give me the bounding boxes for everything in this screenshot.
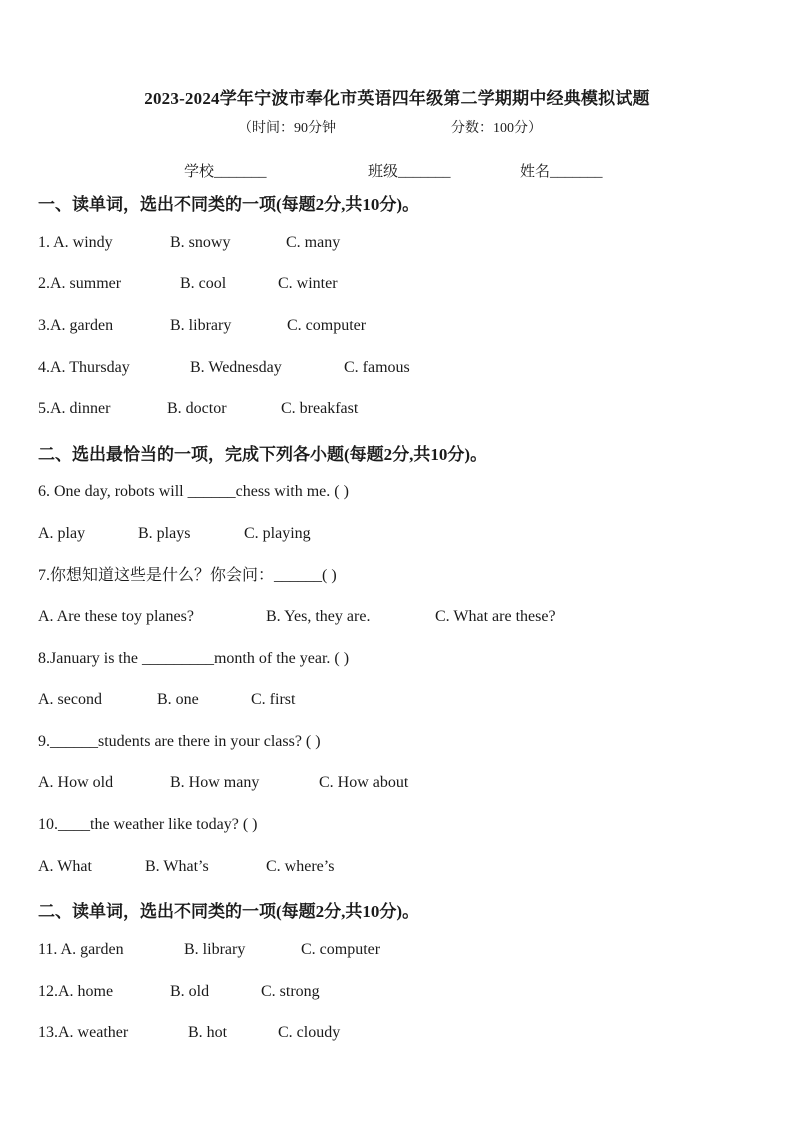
option-c[interactable]: C. How about bbox=[319, 774, 409, 791]
question-7-stem: 7.你想知道这些是什么？你会问：______( ) bbox=[38, 567, 337, 584]
exam-title: 2023-2024学年宁波市奉化市英语四年级第二学期期中经典模拟试题 bbox=[144, 89, 650, 108]
option-c[interactable]: C. computer bbox=[287, 317, 367, 334]
option-a[interactable]: 11. A. garden bbox=[38, 941, 124, 958]
option-b[interactable]: B. library bbox=[170, 317, 232, 334]
option-b[interactable]: B. What’s bbox=[145, 858, 209, 875]
option-a[interactable]: A. play bbox=[38, 525, 86, 542]
class-field[interactable]: 班级_______ bbox=[368, 164, 451, 180]
option-b[interactable]: B. hot bbox=[188, 1024, 228, 1041]
option-a[interactable]: A. How old bbox=[38, 774, 114, 791]
name-field[interactable]: 姓名_______ bbox=[520, 164, 603, 180]
section-2-heading: 二、选出最恰当的一项，完成下列各小题(每题2分,共10分)。 bbox=[38, 445, 488, 464]
option-c[interactable]: C. breakfast bbox=[281, 400, 359, 417]
option-a[interactable]: 5.A. dinner bbox=[38, 400, 111, 417]
option-b[interactable]: B. library bbox=[184, 941, 246, 958]
option-b[interactable]: B. snowy bbox=[170, 234, 231, 251]
option-b[interactable]: B. old bbox=[170, 983, 210, 1000]
option-c[interactable]: C. famous bbox=[344, 359, 410, 376]
question-8-stem: 8.January is the _________month of the year. ( ) bbox=[38, 650, 350, 667]
option-c[interactable]: C. strong bbox=[261, 983, 320, 1000]
section-3-heading: 二、读单词，选出不同类的一项(每题2分,共10分)。 bbox=[38, 902, 420, 921]
option-c[interactable]: C. computer bbox=[301, 941, 381, 958]
option-a[interactable]: 12.A. home bbox=[38, 983, 114, 1000]
question-6-stem: 6. One day, robots will ______chess with me. ( ) bbox=[38, 483, 349, 500]
section-1-heading: 一、读单词，选出不同类的一项(每题2分,共10分)。 bbox=[38, 195, 420, 214]
option-c[interactable]: C. where’s bbox=[266, 858, 335, 875]
question-9-stem: 9.______students are there in your class? ( ) bbox=[38, 733, 321, 750]
exam-time: （时间：90分钟 bbox=[238, 121, 336, 136]
option-a[interactable]: A. second bbox=[38, 691, 102, 708]
option-a[interactable]: 4.A. Thursday bbox=[38, 359, 130, 376]
option-a[interactable]: 3.A. garden bbox=[38, 317, 114, 334]
exam-score: 分数：100分） bbox=[451, 121, 542, 136]
option-b[interactable]: B. How many bbox=[170, 774, 260, 791]
option-b[interactable]: B. Wednesday bbox=[190, 359, 282, 376]
option-c[interactable]: C. winter bbox=[278, 275, 338, 292]
option-a[interactable]: A. Are these toy planes? bbox=[38, 608, 194, 625]
option-a[interactable]: 1. A. windy bbox=[38, 234, 113, 251]
option-b[interactable]: B. cool bbox=[180, 275, 227, 292]
option-a[interactable]: 13.A. weather bbox=[38, 1024, 129, 1041]
option-a[interactable]: 2.A. summer bbox=[38, 275, 122, 292]
question-10-stem: 10.____the weather like today? ( ) bbox=[38, 816, 258, 833]
option-c[interactable]: C. many bbox=[286, 234, 341, 251]
option-b[interactable]: B. doctor bbox=[167, 400, 227, 417]
option-c[interactable]: C. cloudy bbox=[278, 1024, 341, 1041]
option-b[interactable]: B. one bbox=[157, 691, 199, 708]
option-c[interactable]: C. What are these? bbox=[435, 608, 556, 625]
option-c[interactable]: C. playing bbox=[244, 525, 311, 542]
option-c[interactable]: C. first bbox=[251, 691, 296, 708]
option-b[interactable]: B. Yes, they are. bbox=[266, 608, 371, 625]
option-a[interactable]: A. What bbox=[38, 858, 92, 875]
option-b[interactable]: B. plays bbox=[138, 525, 191, 542]
school-field[interactable]: 学校_______ bbox=[184, 164, 267, 180]
